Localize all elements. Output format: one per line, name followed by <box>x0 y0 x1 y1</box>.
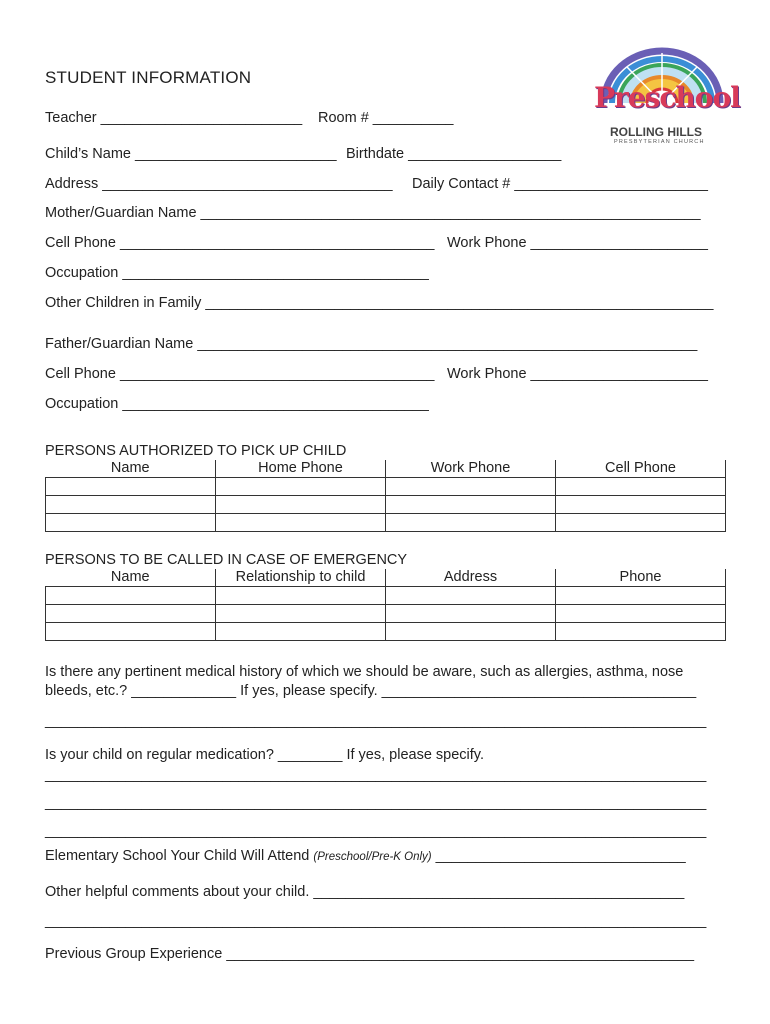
authorized-heading: PERSONS AUTHORIZED TO PICK UP CHILD <box>45 443 347 459</box>
table-cell[interactable] <box>216 514 386 532</box>
daily-contact-field[interactable]: Daily Contact # ________________________ <box>412 176 708 192</box>
other-comments-field[interactable]: Other helpful comments about your child. ______________________________________________ <box>45 884 685 900</box>
table-cell[interactable] <box>46 514 216 532</box>
childs-name-field[interactable]: Child’s Name _________________________ <box>45 146 337 162</box>
table-cell[interactable] <box>46 623 216 641</box>
address-field[interactable]: Address ____________________________________ <box>45 176 393 192</box>
mother-occupation-field[interactable]: Occupation ______________________________________ <box>45 265 429 281</box>
medical-blank-line[interactable]: __________________________________________________________________________________ <box>45 713 707 729</box>
table-row <box>46 478 726 496</box>
table-cell[interactable] <box>386 623 556 641</box>
logo-wordmark: Preschool <box>594 81 740 114</box>
elementary-school-line[interactable]: _______________________________ <box>435 848 686 864</box>
table-cell[interactable] <box>386 587 556 605</box>
emergency-heading: PERSONS TO BE CALLED IN CASE OF EMERGENCY <box>45 552 408 568</box>
emergency-table <box>45 569 726 641</box>
medication-blank-line-2[interactable]: __________________________________________________________________________________ <box>45 795 707 811</box>
table-row <box>46 605 726 623</box>
mother-cell-phone-field[interactable]: Cell Phone _______________________________________ <box>45 235 435 251</box>
table-cell[interactable] <box>216 587 386 605</box>
other-children-field[interactable]: Other Children in Family _______________________________________________________________ <box>45 295 714 311</box>
table-cell[interactable] <box>216 623 386 641</box>
table-cell[interactable] <box>386 605 556 623</box>
father-cell-phone-field[interactable]: Cell Phone _______________________________________ <box>45 366 435 382</box>
father-occupation-field[interactable]: Occupation ______________________________________ <box>45 396 429 412</box>
table-row <box>46 514 726 532</box>
table-header-row <box>46 569 726 587</box>
table-cell[interactable] <box>46 587 216 605</box>
table-cell[interactable] <box>556 496 726 514</box>
column-header: Name <box>46 569 216 587</box>
table-row <box>46 623 726 641</box>
column-header: Cell Phone <box>556 460 726 478</box>
table-cell[interactable] <box>46 496 216 514</box>
table-cell[interactable] <box>46 478 216 496</box>
table-cell[interactable] <box>46 605 216 623</box>
column-header: Address <box>386 569 556 587</box>
logo-org-subtitle: PRESBYTERIAN CHURCH <box>614 139 705 145</box>
birthdate-field[interactable]: Birthdate ___________________ <box>346 146 562 162</box>
table-cell[interactable] <box>556 587 726 605</box>
elementary-school-field[interactable] <box>45 848 686 864</box>
table-cell[interactable] <box>386 478 556 496</box>
table-cell[interactable] <box>556 478 726 496</box>
column-header: Name <box>46 460 216 478</box>
medication-field[interactable]: Is your child on regular medication? ________ If yes, please specify. <box>45 747 485 763</box>
column-header: Relationship to child <box>216 569 386 587</box>
medical-history-field[interactable]: bleeds, etc.? _____________ If yes, please specify. _______________________________________ <box>45 683 697 699</box>
medication-blank-line-1[interactable]: __________________________________________________________________________________ <box>45 767 707 783</box>
table-cell[interactable] <box>556 514 726 532</box>
previous-group-experience-field[interactable]: Previous Group Experience __________________________________________________________ <box>45 946 695 962</box>
table-cell[interactable] <box>386 514 556 532</box>
column-header: Work Phone <box>386 460 556 478</box>
table-cell[interactable] <box>216 605 386 623</box>
comments-blank-line[interactable]: __________________________________________________________________________________ <box>45 913 707 929</box>
table-row <box>46 496 726 514</box>
mother-work-phone-field[interactable]: Work Phone ______________________ <box>447 235 708 251</box>
father-guardian-name-field[interactable]: Father/Guardian Name ______________________________________________________________ <box>45 336 698 352</box>
authorized-table <box>45 460 726 532</box>
table-cell[interactable] <box>216 496 386 514</box>
table-cell[interactable] <box>556 623 726 641</box>
table-cell[interactable] <box>556 605 726 623</box>
medication-blank-line-3[interactable]: __________________________________________________________________________________ <box>45 823 707 839</box>
table-cell[interactable] <box>386 496 556 514</box>
column-header: Home Phone <box>216 460 386 478</box>
elementary-school-label: Elementary School Your Child Will Attend <box>45 848 310 864</box>
table-header-row <box>46 460 726 478</box>
mother-guardian-name-field[interactable]: Mother/Guardian Name ______________________________________________________________ <box>45 205 701 221</box>
elementary-school-note: (Preschool/Pre-K Only) <box>313 851 432 863</box>
table-cell[interactable] <box>216 478 386 496</box>
father-work-phone-field[interactable]: Work Phone ______________________ <box>447 366 708 382</box>
medical-history-question: Is there any pertinent medical history of which we should be aware, such as allergies, asthma, nose <box>45 664 684 680</box>
logo-org-name: ROLLING HILLS <box>610 125 702 139</box>
table-row <box>46 587 726 605</box>
teacher-field[interactable]: Teacher _________________________ <box>45 110 303 126</box>
preschool-logo <box>592 45 740 150</box>
room-field[interactable]: Room # __________ <box>318 110 454 126</box>
column-header: Phone <box>556 569 726 587</box>
page-title: STUDENT INFORMATION <box>45 68 252 87</box>
